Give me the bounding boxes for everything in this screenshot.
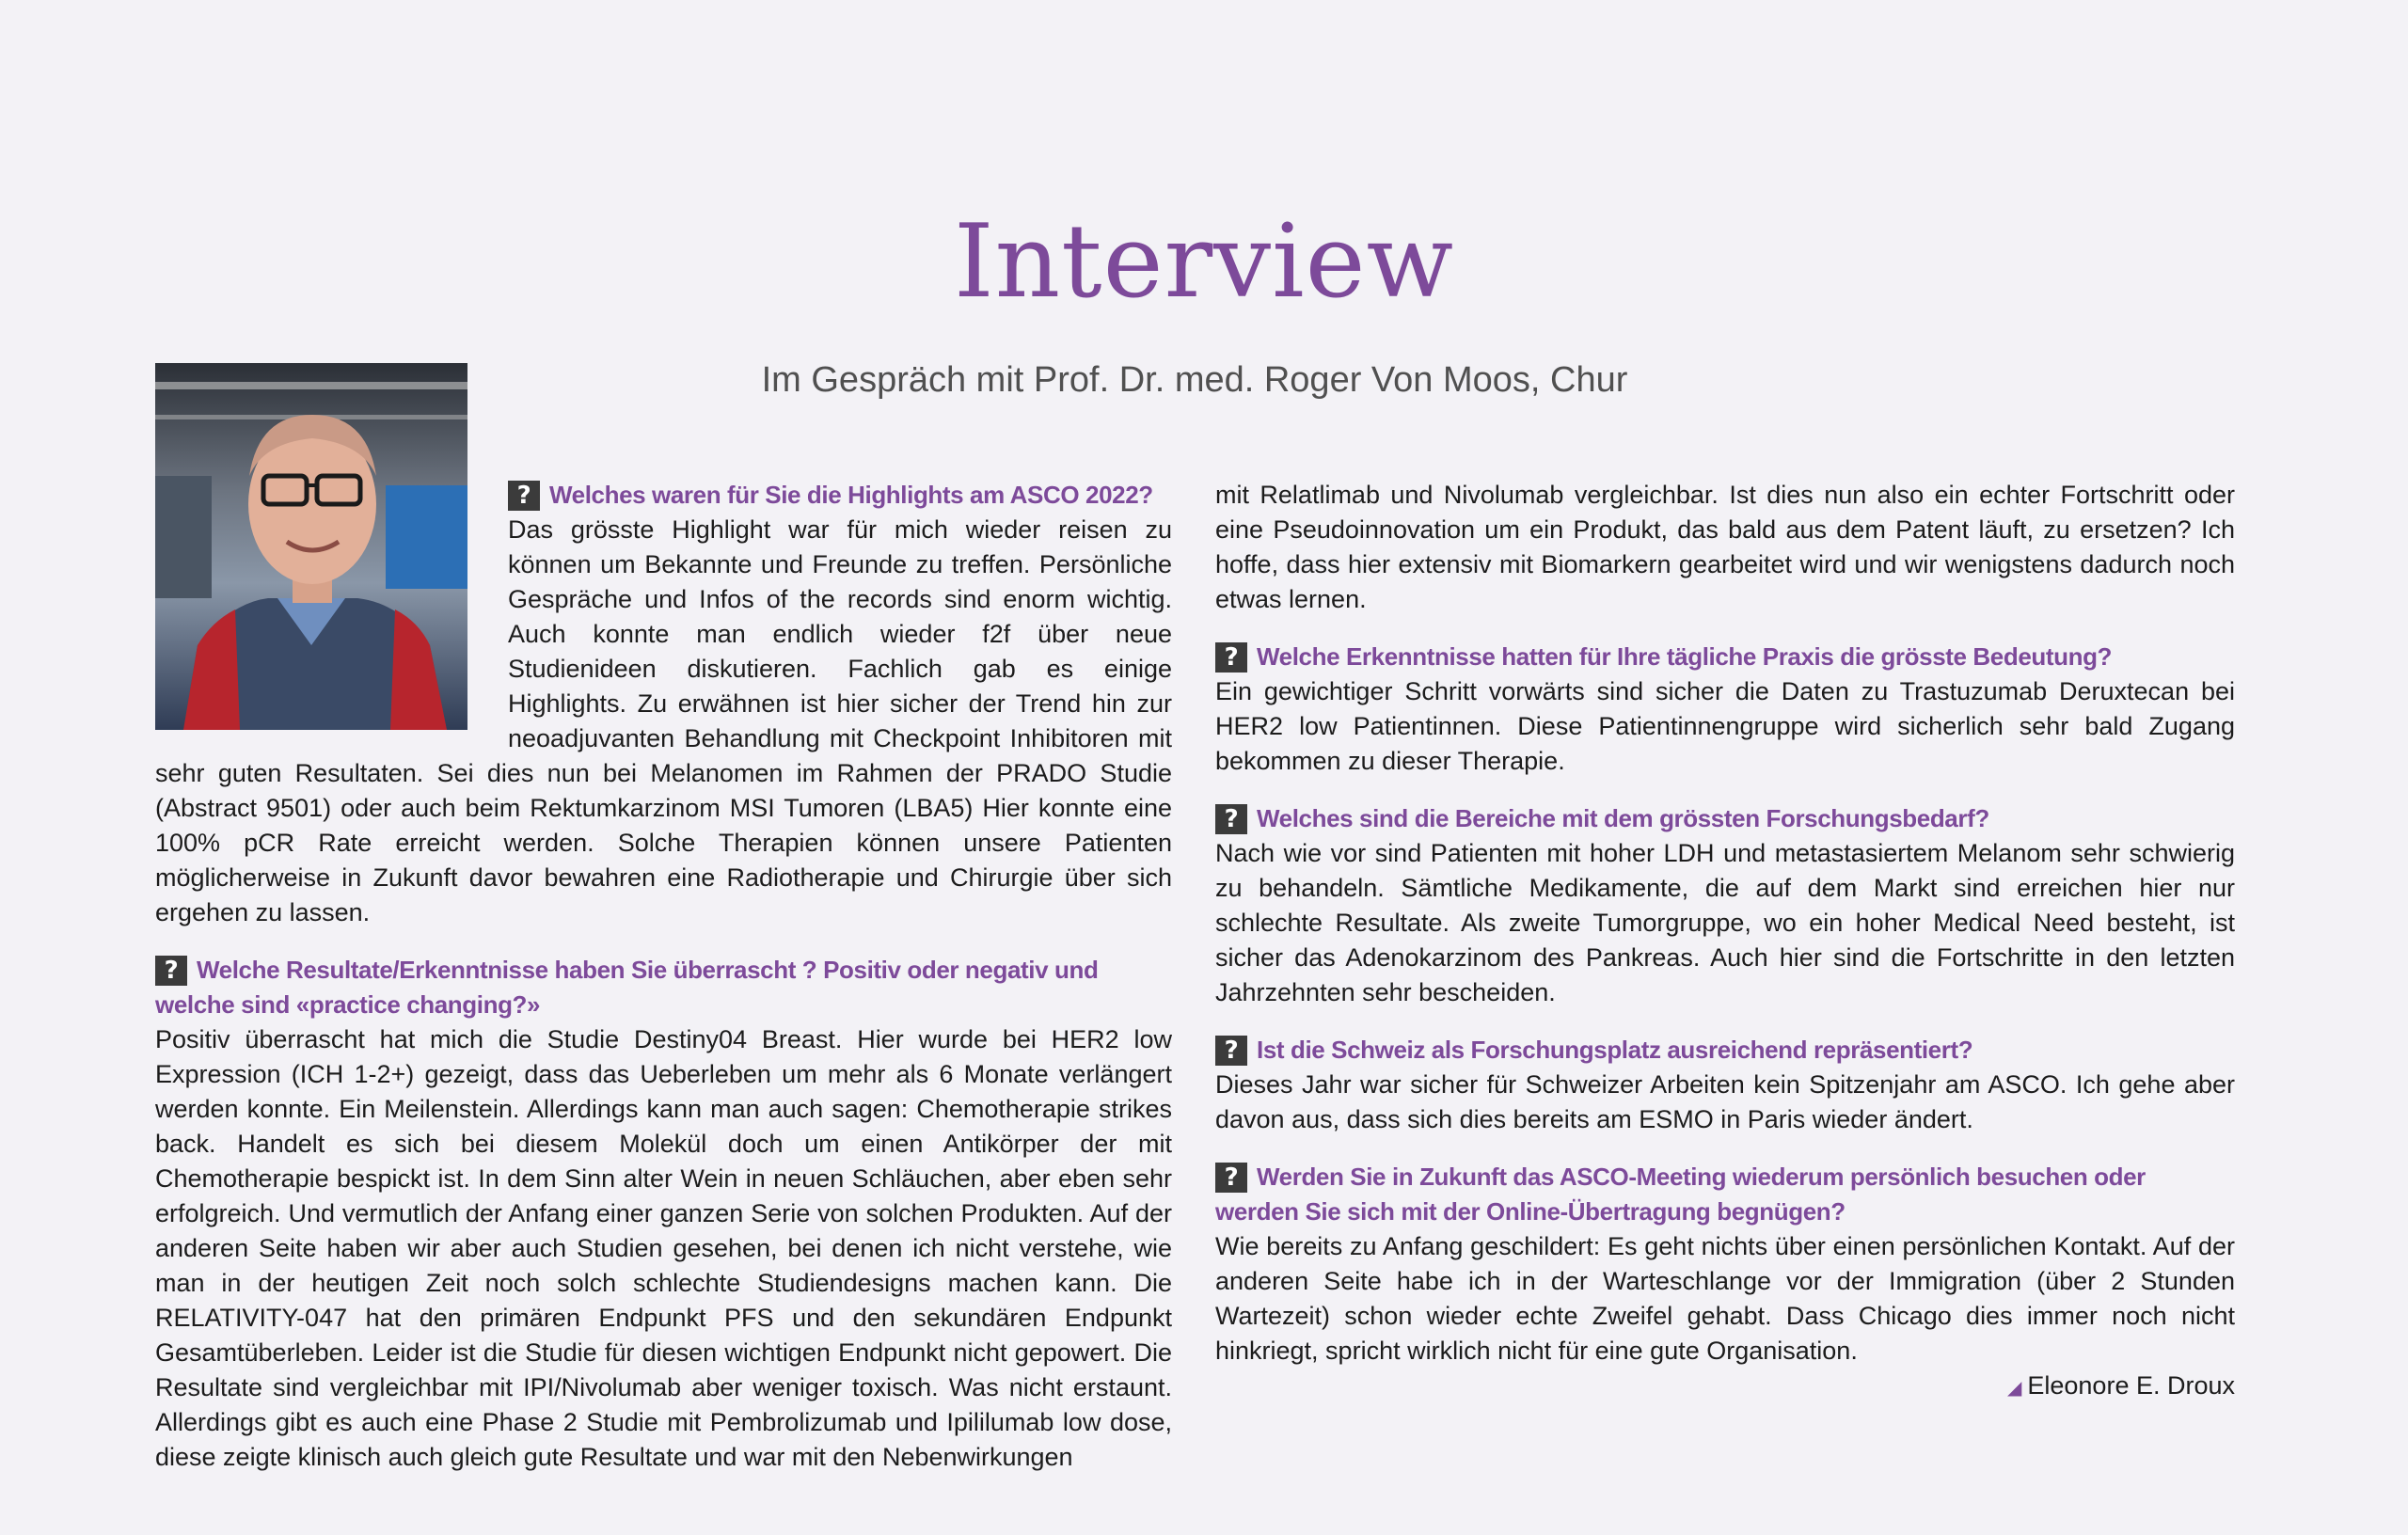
author-signature — [1215, 1369, 2235, 1406]
question-text: Welches sind die Bereiche mit dem grössten Forschungsbedarf? — [1257, 804, 1989, 832]
question-heading — [155, 953, 1172, 1022]
answer-text: Positiv überrascht hat mich die Studie Destiny04 Breast. Hier wurde bei HER2 low Expression (ICH 1-2+) gezeigt, dass das Ueberleben um mehr als 6 Monate verlängert werden konnte. Ein Meilenstein. Allerdings kann man auch sagen: Chemotherapie strikes back. Handelt es sich bei diesem Molekül doch um einen Antikörper der mit Chemotherapie bespickt ist. In dem Sinn alter Wein in neuen Schläuchen, aber eben sehr erfolgreich. Und vermutlich der Anfang einer ganzen Serie von solchen Produkten. Auf der anderen Seite haben wir aber auch Studien gesehen, bei denen ich nicht verstehe, wie man in der heutigen Zeit noch solch schlechte Studiendesigns machen kann. Die RELATIVITY-047 hat den primären Endpunkt PFS und den sekundären Endpunkt Gesamtüberleben. Leider ist die Studie für diesen wichtigen Endpunkt nicht gepowert. Die Resultate sind vergleichbar mit IPI/Nivolumab aber weniger toxisch. Was nicht erstaunt. Allerdings gibt es auch eine Phase 2 Studie mit Pembrolizumab und Ipililumab low dose, diese zeigte klinisch auch gleich gute Resultate und war mit den Nebenwirkungen — [155, 1025, 1172, 1471]
answer-text-continued: mit Relatlimab und Nivolumab vergleichbar. Ist dies nun also ein echter Fortschritt oder eine Pseudoinnovation um ein Produkt, das bald aus dem Patent läuft, zu ersetzen? Ich hoffe, dass hier extensiv mit Biomarkern gearbeitet wird und wir wenigstens dadurch noch etwas lernen. — [1215, 481, 2235, 613]
answer-text: Wie bereits zu Anfang geschildert: Es geht nichts über einen persönlichen Kontakt. Auf der anderen Seite habe ich in der Warteschlange vor der Immigration (über 2 Stunden Wartezeit) schon wieder echte Zweifel gehabt. Dass Chicago dies immer noch nicht hinkriegt, spricht wirklich nicht für eine gute Organisation. — [1215, 1232, 2235, 1365]
answer-text: Das grösste Highlight war für mich wieder reisen zu können um Bekannte und Freunde zu treffen. Persönliche Gespräche und Infos of the records sind enorm wichtig. Auch konnte man endlich wieder f2f über neue Studienideen diskutieren. Fachlich gab es einige Highlights. Zu erwähnen ist hier sicher der Trend hin zur neoadjuvanten Behandlung mit Checkpoint Inhibitoren mit sehr guten Resultaten. Sei dies nun bei Melanomen im Rahmen der PRADO Studie (Abstract 9501) oder auch beim Rektumkarzinom MSI Tumoren (LBA5) Hier konnte eine 100% pCR Rate erreicht werden. Solche Therapien können unsere Patienten möglicherweise in Zukunft davor bewahren eine Radiotherapie und Chirurgie über sich ergehen zu lassen. — [155, 515, 1172, 926]
question-text: Ist die Schweiz als Forschungsplatz ausreichend repräsentiert? — [1257, 1036, 1973, 1064]
page-subtitle: Im Gespräch mit Prof. Dr. med. Roger Von Moos, Chur — [761, 360, 1628, 400]
question-heading — [1215, 801, 2235, 836]
answer-text: Nach wie vor sind Patienten mit hoher LDH und metastasiertem Melanom sehr schwierig zu behandeln. Sämtliche Medikamente, die auf dem Markt sind erreichen hier nur schlechte Resultate. Als zweite Tumorgruppe, wo ein hoher Medical Need besteht, ist sicher das Adenokarzinom des Pankreas. Auch hier sind die Fortschritte in den letzten Jahrzehnten sehr bescheiden. — [1215, 839, 2235, 1006]
question-mark-icon: ? — [1215, 1036, 1247, 1066]
question-mark-icon: ? — [1215, 804, 1247, 834]
question-mark-icon: ? — [155, 956, 187, 986]
question-heading — [1215, 640, 2235, 674]
left-column — [155, 478, 1172, 1475]
right-column — [1215, 478, 2235, 1406]
question-heading — [1215, 1033, 2235, 1068]
answer-text: Dieses Jahr war sicher für Schweizer Arbeiten kein Spitzenjahr am ASCO. Ich gehe aber davon aus, dass sich dies bereits am ESMO in Paris wieder ändert. — [1215, 1070, 2235, 1133]
question-mark-icon: ? — [1215, 642, 1247, 673]
triangle-arrow-icon: ◢ — [2006, 1378, 2022, 1399]
author-name: Eleonore E. Droux — [2027, 1371, 2235, 1400]
question-text: Welche Erkenntnisse hatten für Ihre tägliche Praxis die grösste Bedeutung? — [1257, 642, 2113, 671]
question-text: Werden Sie in Zukunft das ASCO-Meeting wiederum persönlich besuchen oder werden Sie sich mit der Online-Übertragung begnügen? — [1215, 1163, 2146, 1226]
answer-text: Ein gewichtiger Schritt vorwärts sind sicher die Daten zu Trastuzumab Deruxtecan bei HER2 low Patientinnen. Diese Patientinnengruppe wird sicherlich sehr bald Zugang bekommen zu dieser Therapie. — [1215, 677, 2235, 775]
question-mark-icon: ? — [508, 481, 540, 511]
question-mark-icon: ? — [1215, 1163, 1247, 1193]
question-text: Welches waren für Sie die Highlights am ASCO 2022? — [549, 481, 1153, 509]
page-title: Interview — [953, 203, 1455, 321]
photo-float-spacer — [155, 478, 508, 734]
question-heading — [1215, 1160, 2235, 1229]
question-text: Welche Resultate/Erkenntnisse haben Sie überrascht ? Positiv oder negativ und welche sind «practice changing?» — [155, 956, 1099, 1019]
